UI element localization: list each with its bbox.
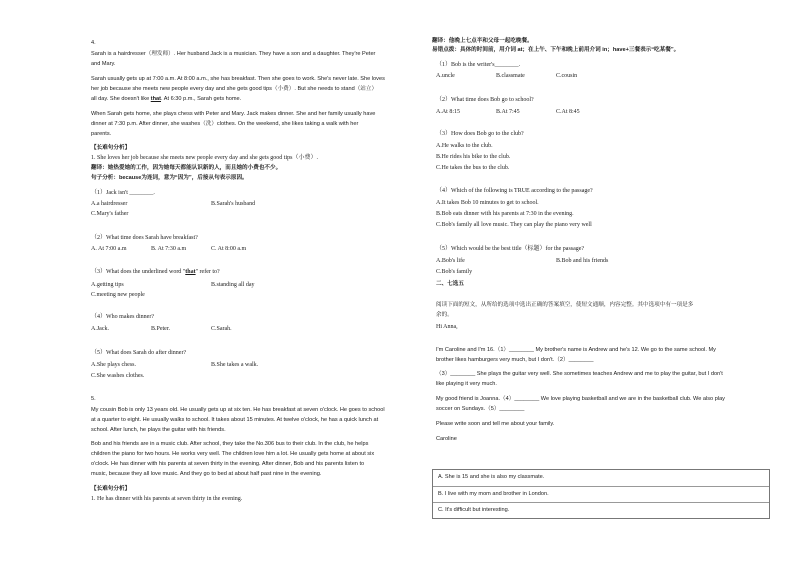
- option-a[interactable]: A.uncle: [436, 73, 455, 79]
- option-a[interactable]: A. At 7:00 a.m: [91, 246, 127, 252]
- option-a[interactable]: A.He walks to the club.: [436, 143, 493, 149]
- letter-line: like playing it very much.: [436, 381, 497, 387]
- letter-signature: Caroline: [436, 436, 457, 442]
- question-1: （1）Jack isn't ________.: [91, 190, 155, 196]
- option-c: C. It's difficult but interesting.: [438, 507, 510, 513]
- letter-line: soccer on Sundays.（5）________: [436, 406, 525, 412]
- passage-5-number: 5.: [91, 396, 96, 402]
- question-5: （5）What does Sarah do after dinner?: [91, 350, 187, 356]
- passage-5-line: Bob and his friends are in a music club. After school, they take the No.306 bus to their club. In the club, he helps: [91, 441, 369, 447]
- options-row[interactable]: [433, 502, 769, 519]
- option-a[interactable]: A.She plays chess.: [91, 362, 136, 368]
- section-heading: 【长难句分析】: [91, 486, 131, 492]
- option-c[interactable]: C. At 8:00 a.m: [211, 246, 247, 252]
- option-a[interactable]: A.Jack.: [91, 326, 109, 332]
- option-b[interactable]: B. At 7:30 a.m: [151, 246, 187, 252]
- section-heading: 【长难句分析】: [91, 145, 131, 151]
- question-3: （3）What does the underlined word "that" refer to?: [91, 269, 220, 275]
- question-2: （2）What time does Bob go to school?: [436, 97, 534, 103]
- option-b[interactable]: B.At 7:45: [496, 109, 520, 115]
- option-b[interactable]: B.Sarah's husband: [211, 201, 256, 207]
- passage-4-line: parents.: [91, 131, 112, 137]
- option-c[interactable]: C.She washes clothes.: [91, 373, 145, 379]
- passage-4-line: all day. She doesn't like that. At 6:30 p.m., Sarah gets home.: [91, 96, 242, 102]
- option-c[interactable]: C.Bob's family: [436, 269, 473, 275]
- instructions: 余的。: [436, 312, 453, 318]
- question-4: （4）Which of the following is TRUE according to the passage?: [436, 188, 593, 194]
- analysis-translation: 翻译：他晚上七点半和父母一起吃晚餐。: [432, 38, 533, 44]
- option-c[interactable]: C.Bob's family all love music. They can play the piano very well: [436, 222, 592, 228]
- question-3: （3）How does Bob go to the club?: [436, 131, 524, 137]
- option-c[interactable]: C.He takes the bus to the club.: [436, 165, 510, 171]
- option-a[interactable]: A.Bob's life: [436, 258, 465, 264]
- option-c[interactable]: C.meeting new people: [91, 292, 145, 298]
- passage-5-line: music, because they all love music. And they go to bed at about half past nine in the evening.: [91, 471, 322, 477]
- option-a[interactable]: A.a hairdresser: [91, 201, 128, 207]
- passage-5-line: school. After lunch, he plays the guitar with his friends.: [91, 427, 226, 433]
- analysis-sentence: 1. She loves her job because she meets new people every day and she gets good tips（小费）.: [91, 155, 318, 161]
- analysis-sentence: 1. He has dinner with his parents at seven thirty in the evening.: [91, 496, 243, 502]
- option-c[interactable]: C.Mary's father: [91, 211, 129, 217]
- passage-4-line: and Mary.: [91, 61, 116, 67]
- passage-5-line: o'clock. He has dinner with his parents at seven thirty in the evening. After dinner, Bob and his parents listen to: [91, 461, 365, 467]
- analysis-note: 易错点拨：具体的时间前，用介词 at；在上午、下午和晚上前用介词 in；have+三餐表示“吃某餐”。: [432, 47, 680, 53]
- passage-4-line: When Sarah gets home, she plays chess with Peter and Mary. Jack makes dinner. She and her family usually have: [91, 111, 376, 117]
- option-b[interactable]: B.She takes a walk.: [211, 362, 259, 368]
- option-c[interactable]: C.Sarah.: [211, 326, 232, 332]
- section-title: 二、七选五: [436, 281, 464, 287]
- question-1: （1）Bob is the writer's________.: [436, 62, 521, 68]
- question-4: （4）Who makes dinner?: [91, 314, 154, 320]
- passage-4-number: 4.: [91, 40, 96, 46]
- underlined-word: that: [150, 96, 161, 102]
- analysis-note: 句子分析：because为连词，意为“因为”，后接从句表示原因。: [91, 175, 248, 181]
- letter-greeting: Hi Anna,: [436, 324, 458, 330]
- instructions: 阅读下面的短文，从所给的选项中选出正确的答案填空，使短文通顺，内容完整。其中选项中有一项是多: [436, 302, 694, 308]
- option-a[interactable]: A.It takes Bob 10 minutes to get to school.: [436, 200, 539, 206]
- question-5: （5）Which would be the best title（标题）for the passage?: [436, 246, 585, 252]
- option-b[interactable]: B.Bob eats dinner with his parents at 7:30 in the evening.: [436, 211, 574, 217]
- question-2: （2）What time does Sarah have breakfast?: [91, 235, 198, 241]
- option-b[interactable]: B.classmate: [496, 73, 525, 79]
- passage-4-line: Sarah usually gets up at 7:00 a.m. At 8:00 a.m., she has breakfast. Then she goes to work. She's never late. She loves: [91, 76, 385, 82]
- letter-line: （3）________ She plays the guitar very well. She sometimes teaches Andrew and me to play the guitar, but I don't: [436, 371, 723, 377]
- option-b[interactable]: B.He rides his bike to the club.: [436, 154, 511, 160]
- option-c[interactable]: C.cousin: [556, 73, 578, 79]
- option-a[interactable]: A.At 8:15: [436, 109, 460, 115]
- options-box: [432, 469, 770, 519]
- option-b[interactable]: B.Bob and his friends: [556, 258, 609, 264]
- option-b[interactable]: B.standing all day: [211, 282, 255, 288]
- option-b[interactable]: B.Peter.: [151, 326, 170, 332]
- letter-line: My good friend is Joanna.（4）________ We love playing basketball and we are in the basketball club. We also play: [436, 396, 725, 402]
- passage-4-line: Sarah is a hairdresser（理发师）. Her husband Jack is a musician. They have a son and a daughter. They're Peter: [91, 51, 376, 57]
- option-a: A. She is 15 and she is also my classmate.: [438, 474, 545, 480]
- option-c[interactable]: C.At 8:45: [556, 109, 580, 115]
- passage-4-line: dinner at 7:30 p.m. After dinner, she washes（洗）clothes. On the weekend, she likes taking a walk with her: [91, 121, 359, 127]
- passage-5-line: children the piano for two hours. He works very well. The children love him a lot. He usually gets home at about six: [91, 451, 375, 457]
- passage-5-line: My cousin Bob is only 13 years old. He usually gets up at six ten. He has breakfast at seven o'clock. He goes to school: [91, 407, 385, 413]
- passage-5-line: at a quarter to eight. He usually walks to school. It takes about 15 minutes. At twelve o'clock, he has a quick lunch at: [91, 417, 379, 423]
- letter-line: Please write soon and tell me about your family.: [436, 421, 555, 427]
- letter-line: brother likes hamburgers very much, but I don't.（2）________: [436, 357, 594, 363]
- letter-line: I'm Caroline and I'm 16.（1）________ My brother's name is Andrew and he's 12. We go to the same school. My: [436, 347, 716, 353]
- options-row[interactable]: [433, 486, 769, 503]
- option-a[interactable]: A.getting tips: [91, 282, 124, 288]
- analysis-translation: 翻译：她热爱她的工作，因为她每天都能认识新的人，而且她的小费也不少。: [91, 165, 282, 171]
- options-row[interactable]: [433, 470, 769, 486]
- passage-4-line: her job because she meets new people every day and she gets good tips（小费）. But she needs to stand（站立）: [91, 86, 378, 92]
- option-b: B. I live with my mom and brother in London.: [438, 491, 549, 497]
